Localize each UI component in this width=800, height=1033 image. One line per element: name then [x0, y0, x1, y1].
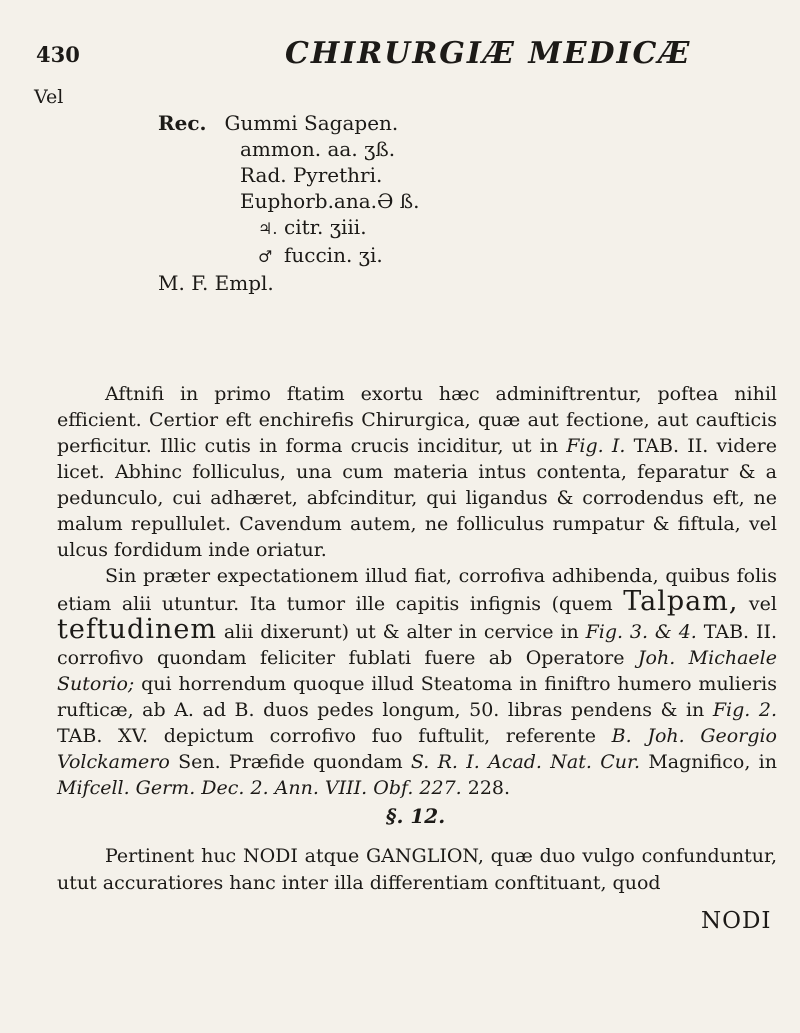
page-number: 430 — [36, 42, 80, 67]
recipe-line-3: Rad. Pyrethri. — [240, 163, 383, 187]
paragraph-2: Sin præter expectationem illud fiat, corrofiva adhibenda, quibus folis etiam alii utuntur. Ita tumor ille capitis infignis (quem Talpam, vel teftudinem alii dixerunt) ut & alter in cervice in Fig. 3. & 4. TAB. II. corrofivo quondam feliciter fublati fuere ab Operatore Joh. Michaele Sutorio; qui horrendum quoque illud Steatoma in finiftro humero mulieris rufticæ, ab A. ad B. duos pedes longum, 50. libras pendens & in Fig. 2. TAB. XV. depictum corrofivo fuo fuftulit, referente B. Joh. Georgio Volckamero Sen. Præfide quondam S. R. I. Acad. Nat. Cur. Magnifico, in Mifcell. Germ. Dec. 2. Ann. VIII. Obf. 227. 228. — [57, 565, 777, 799]
term-testudinem: teftudinem — [57, 614, 217, 645]
section-12-text — [57, 843, 777, 897]
section-mark: §. 12. — [386, 804, 446, 828]
running-head: CHIRURGIÆ MEDICÆ — [285, 36, 692, 71]
catchword: NODI — [701, 908, 772, 934]
recipe-line-5: ♃. citr. ʒiii. — [158, 214, 419, 242]
recipe-ingredient-1: Gummi Sagapen. — [224, 111, 399, 135]
main-text — [57, 381, 777, 801]
term-talpam: Talpam, — [623, 586, 739, 617]
recipe-line-7: M. F. Empl. — [158, 271, 274, 295]
surgeon-name: Joh. Michaele Sutorio; — [57, 647, 777, 695]
recipe-block — [158, 110, 419, 296]
figure-ref: Fig. I. — [566, 435, 626, 457]
figure-ref: Fig. 2. — [712, 699, 777, 721]
figure-ref: Fig. 3. & 4. — [585, 621, 697, 643]
alchemical-symbol: ♂ — [258, 247, 273, 266]
journal-citation: Mifcell. Germ. Dec. 2. Ann. VIII. Obf. 227. — [57, 777, 462, 799]
recipe-line-2: ammon. aa. ʒß. — [240, 137, 396, 161]
reference-name: B. Joh. Georgio Volckamero — [57, 725, 777, 773]
recipe-line-4: Euphorb.ana.Ə ß. — [240, 189, 420, 213]
recipe-heading: Rec. — [158, 111, 207, 135]
society-name: S. R. I. Acad. Nat. Cur. — [410, 751, 641, 773]
alchemical-symbol: ♃. — [258, 219, 278, 238]
recipe-line-6: ♂ fuccin. ʒi. — [158, 242, 419, 270]
margin-word: Vel — [34, 86, 64, 108]
paragraph-3: Pertinent huc NODI atque GANGLION, quæ duo vulgo confunduntur, utut accuratiores hanc inter illa differentiam conftituant, quod — [57, 845, 777, 894]
paragraph-1: Aftnifi in primo ftatim exortu hæc adminiftrentur, poftea nihil efficient. Certior eft enchirefis Chirurgica, quæ aut fectione, aut caufticis perficitur. Illic cutis in forma crucis inciditur, ut in Fig. I. TAB. II. videre licet. Abhinc folliculus, una cum materia intus contenta, feparatur & a pedunculo, cui adhæret, abfcinditur, qui ligandus & corrodendus eft, ne malum repullulet. Cavendum autem, ne folliculus rumpatur & fiftula, vel ulcus fordidum inde oriatur. — [57, 383, 777, 561]
recipe-line-1 — [158, 110, 419, 136]
